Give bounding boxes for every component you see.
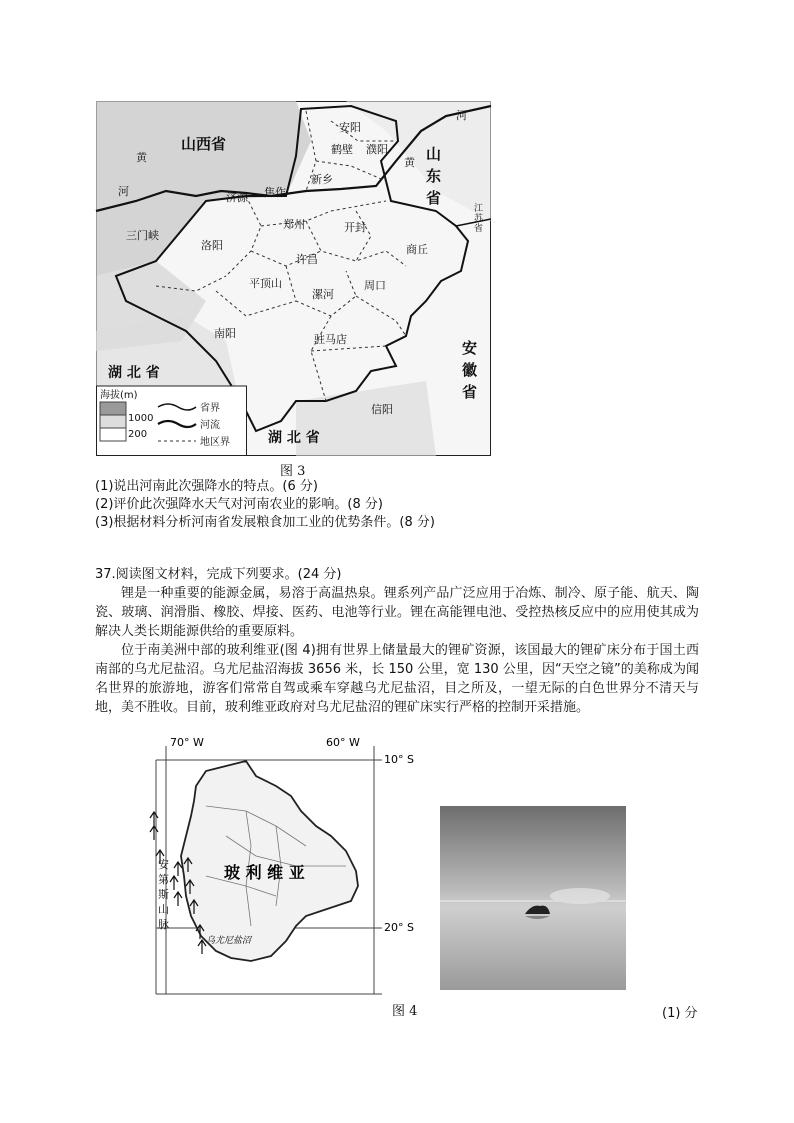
question-36-3: (3)根据材料分析河南省发展粮食加工业的优势条件。(8 分) <box>95 515 435 530</box>
city-luoyang: 洛阳 <box>201 239 223 252</box>
city-zhengzhou: 郑州 <box>283 218 305 231</box>
label-shandong-3: 省 <box>426 189 442 207</box>
label-huang-right: 黄 <box>404 156 415 169</box>
question-37-heading: 37.阅读图文材料，完成下列要求。(24 分) <box>95 567 342 582</box>
henan-map-svg <box>96 101 491 456</box>
legend-title: 海拔(m) <box>100 390 138 401</box>
label-andes-2: 第 <box>158 873 169 886</box>
legend-district-border: 地区界 <box>200 437 230 448</box>
label-uyuni: 乌尤尼盐沼 <box>206 936 252 946</box>
label-shanxi: 山西省 <box>181 135 227 153</box>
city-sanmenxia: 三门峡 <box>126 229 159 242</box>
uyuni-photo-svg <box>440 806 626 990</box>
legend-elev-low: 200 <box>128 429 148 440</box>
city-anyang: 安阳 <box>339 121 361 134</box>
city-xuchang: 许昌 <box>296 253 318 266</box>
footer-note: (1) 分 <box>662 1006 698 1021</box>
question-36-1: (1)说出河南此次强降水的特点。(6 分) <box>95 479 318 494</box>
material-paragraph-2: 位于南美洲中部的玻利维亚(图 4)拥有世界上储量最大的锂矿资源，该国最大的锂矿床分布于国土西南部的乌尤尼盐沼。乌尤尼盐沼海拔 3656 米，长 150 公里，宽 130 公里，因“天空之镜”的美称成为闻名世界的旅游地，游客们常常自驾或乘车穿越乌尤尼盐沼，目之所及，一望无际的白色世界分不清天与地，美不胜收。目前，玻利维亚政府对乌尤尼盐沼的锂矿床实行严格的控制开采措施。 <box>95 643 699 715</box>
label-andes-4: 山 <box>158 903 169 916</box>
city-shangqiu: 商丘 <box>406 243 428 256</box>
label-jiangsu-2: 苏 <box>474 214 484 224</box>
label-andes-5: 脉 <box>158 918 169 931</box>
label-huang-left: 黄 <box>136 151 147 164</box>
city-zhoukou: 周口 <box>364 279 386 292</box>
city-luohe: 漯河 <box>312 288 334 301</box>
label-bolivia: 玻 利 维 亚 <box>224 863 305 882</box>
legend-elev-high: 1000 <box>128 413 154 424</box>
legend-river: 河流 <box>200 420 220 431</box>
label-70w: 70° W <box>170 736 204 749</box>
label-anhui-2: 徽 <box>462 361 478 379</box>
question-37-material <box>95 584 699 717</box>
city-nanyang: 南阳 <box>214 327 236 340</box>
city-zhumadian: 驻马店 <box>314 333 347 346</box>
figure-3-caption: 图 3 <box>280 464 306 479</box>
city-jiyuan: 济源 <box>226 191 248 204</box>
material-paragraph-1: 锂是一种重要的能源金属，易溶于高温热泉。锂系列产品广泛应用于冶炼、制冷、原子能、航天、陶瓷、玻璃、润滑脂、橡胶、焊接、医药、电池等行业。锂在高能锂电池、受控热核反应中的应用使其成为解决人类长期能源供给的重要原料。 <box>95 586 699 639</box>
label-hubei-left: 湖 北 省 <box>108 365 160 381</box>
figure-4-caption: 图 4 <box>392 1004 418 1019</box>
label-anhui-3: 省 <box>462 383 478 401</box>
city-jiaozuo: 焦作 <box>264 186 286 199</box>
label-jiangsu-1: 江 <box>474 204 484 214</box>
city-hebi: 鹤壁 <box>331 143 353 156</box>
question-36-2: (2)评价此次强降水天气对河南农业的影响。(8 分) <box>95 497 383 512</box>
label-he-right: 河 <box>456 109 467 122</box>
label-60w: 60° W <box>326 736 360 749</box>
label-andes-1: 安 <box>158 858 169 871</box>
label-andes-3: 斯 <box>158 888 169 901</box>
label-anhui-1: 安 <box>462 339 478 357</box>
uyuni-photo <box>440 806 626 990</box>
label-he-left: 河 <box>118 185 129 198</box>
city-xinyang: 信阳 <box>371 403 393 416</box>
label-shandong-1: 山 <box>426 145 442 163</box>
label-20s: 20° S <box>384 921 414 934</box>
label-shandong-2: 东 <box>426 167 442 185</box>
city-kaifeng: 开封 <box>344 221 366 234</box>
figure-3-map <box>96 101 491 456</box>
label-jiangsu-3: 省 <box>474 224 484 234</box>
label-10s: 10° S <box>384 753 414 766</box>
legend-province-border: 省界 <box>200 403 220 414</box>
city-xinxiang: 新乡 <box>311 173 333 186</box>
bolivia-map-svg <box>146 736 414 996</box>
city-pingdingshan: 平顶山 <box>249 277 282 290</box>
figure-4-map <box>146 736 414 996</box>
city-puyang: 濮阳 <box>366 143 388 156</box>
label-hubei-bottom: 湖 北 省 <box>268 430 320 446</box>
